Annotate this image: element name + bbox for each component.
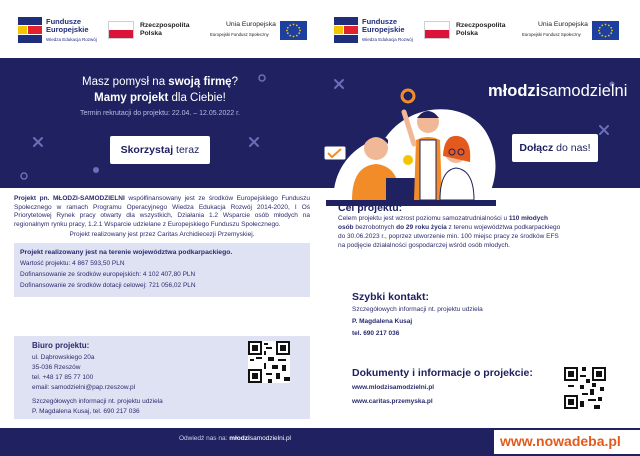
eu-fund: Europejski Fundusz Społeczny [210,32,269,37]
funding-title: Projekt realizowany jest na terenie województwa podkarpackiego. [20,249,233,256]
project-realized-by: Projekt realizowany jest przez Caritas Archidiecezji Przemyskiej. [69,231,255,238]
goal-text-line: osób bezrobotnych do 29 roku życia z terenu województwa podkarpackiego [338,224,561,231]
funding-line: Wartość projektu: 4 867 593,50 PLN [20,260,125,267]
logo-bar [0,0,640,58]
fe-name: Fundusze Europejskie [46,17,89,34]
office-line: tel. +48 17 85 77 100 [32,374,94,381]
poland-flag-icon [424,21,450,39]
team-illustration [316,82,506,222]
fe-mark-icon [18,17,42,43]
eu-flag-icon [592,21,619,40]
eu-logo [206,17,314,47]
hero-line-1: Masz pomysł na swoją firmę? [82,76,238,88]
docs-title: Dokumenty i informacje o projekcie: [352,367,533,379]
cta-skorzystaj-button[interactable]: Skorzystaj teraz [110,136,210,164]
contact-line: Szczegółowych informacji nt. projektu udziela [352,306,483,313]
eu-flag-icon [280,21,307,40]
office-info-line: P. Magdalena Kusaj, tel. 690 217 036 [32,408,140,415]
cta-dolacz-button[interactable]: Dołącz do nas! [512,134,598,162]
docs-link[interactable]: www.mlodzisamodzielni.pl [352,384,435,391]
eu-name: Unia Europejska [226,21,276,28]
contact-name: P. Magdalena Kusaj [352,318,413,325]
goal-text-line: do 30.06.2023 r., poprzez utworzenie min. 100 miejsc pracy ze środków EFS [338,233,559,240]
fe-program-2: Wiedza Edukacja Rozwój [362,37,413,42]
brand-wordmark: młodzisamodzielni [488,82,628,100]
project-description: Projekt pn. MŁODZI-SAMODZIELNI współfinansowany jest ze środków Europejskiego Funduszu Społecznego w ramach Programu Operacyjnego Wiedza Edukacja Rozwój 2014-2020, I Oś Priorytetowej Rynek pracy otwarty dla wszystkich, Działania 1.2 Wsparcie osób młodych na regionalnym rynku pracy, 1.2.1 Wsparcie udzielane z Europejskiego Funduszu Społecznego. [14,195,310,228]
office-email-link[interactable]: email: samodzielni@pap.rzeszow.pl [32,384,136,391]
fe-logo [18,17,98,47]
office-info-line: Szczegółowych informacji nt. projektu udziela [32,398,163,405]
goal-text-line: na podjęcie działalności gospodarczej wśród osób młodych. [338,242,510,249]
eu-logo-2 [518,17,626,47]
watermark: www.nowadeba.pl [494,430,640,454]
docs-link[interactable]: www.caritas.przemyska.pl [352,398,433,405]
qr-code-icon[interactable] [564,367,606,409]
eu-name-2: Unia Europejska [538,21,588,28]
hero-line-2: Mamy projekt dla Ciebie! [94,92,226,104]
contact-title: Szybki kontakt: [352,291,430,303]
footer-visit-link[interactable]: Odwiedź nas na: młodzisamodzielni.pl [178,435,291,442]
fe-name-2: Fundusze Europejskie [362,17,405,34]
funding-line: Dofinansowanie ze środków europejskich: 4 102 407,80 PLN [20,271,196,278]
poland-flag-icon [108,21,134,39]
pl-logo [108,17,198,47]
pl-logo-2 [424,17,514,47]
fe-logo-2 [334,17,414,47]
office-line: ul. Dąbrowskiego 20a [32,354,95,361]
fe-program: Wiedza Edukacja Rozwój [46,37,97,42]
contact-phone[interactable]: tel. 690 217 036 [352,330,400,337]
pl-name: Rzeczpospolita Polska [140,22,190,37]
funding-line: Dofinansowanie ze środków dotacji celowej: 721 056,02 PLN [20,282,196,289]
office-title: Biuro projektu: [32,341,90,350]
recruitment-dates: Termin rekrutacji do projektu: 22.04. – 12.05.2022 r. [80,110,240,117]
fe-mark-icon [334,17,358,43]
office-line: 35-036 Rzeszów [32,364,81,371]
qr-code-icon[interactable] [248,341,290,383]
pl-name-2: Rzeczpospolita Polska [456,22,506,37]
goal-text-line: Celem projektu jest wzrost poziomu samozatrudnialności u 110 młodych [338,215,548,222]
goal-title: Cel projektu: [338,202,403,214]
eu-fund-2: Europejski Fundusz Społeczny [522,32,581,37]
